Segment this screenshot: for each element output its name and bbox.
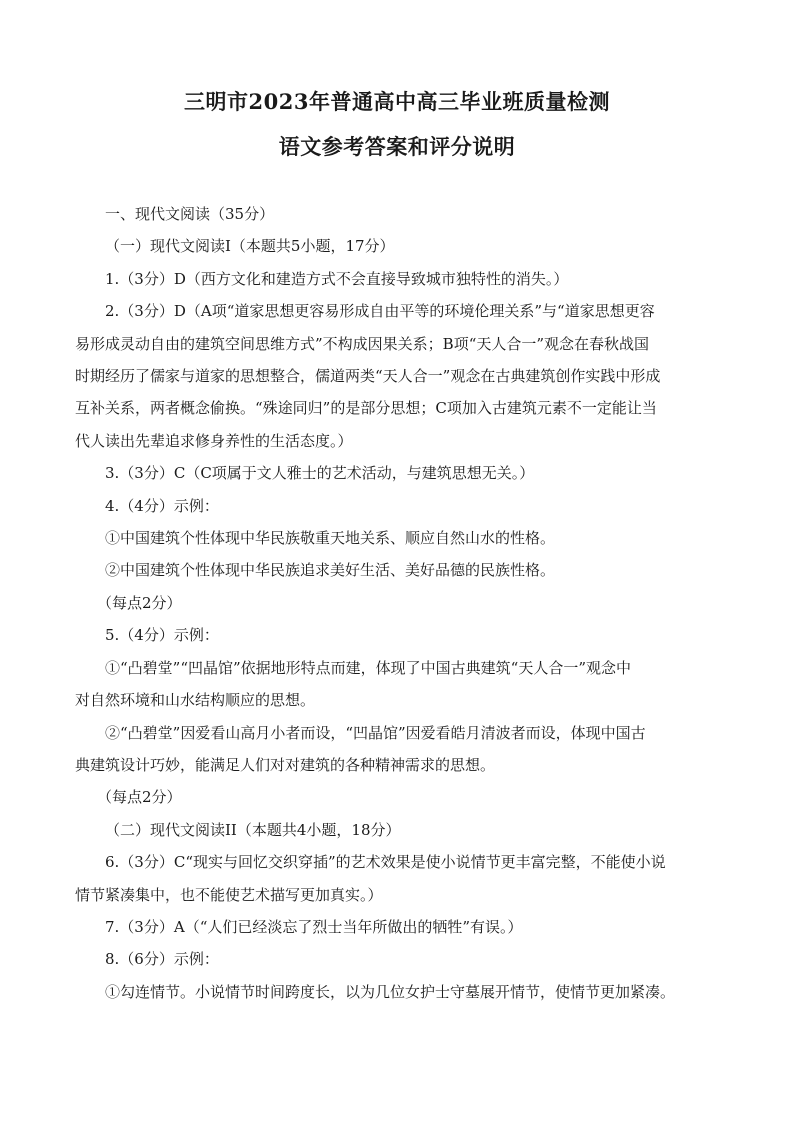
answer-line: ①勾连情节。小说情节时间跨度长，以为几位女护士守墓展开情节，使情节更加紧凑。 bbox=[105, 982, 676, 1001]
answer-line: 8.（6分）示例： bbox=[105, 950, 219, 969]
score-note: （每点2分） bbox=[97, 593, 182, 612]
answer-line: 5.（4分）示例： bbox=[105, 626, 219, 645]
answer-line: 典建筑设计巧妙，能满足人们对对建筑的各种精神需求的思想。 bbox=[75, 755, 496, 774]
section-heading: 一、现代文阅读（35分） bbox=[105, 205, 275, 223]
answer-line: 3.（3分）C（C项属于文人雅士的艺术活动，与建筑思想无关。） bbox=[105, 464, 535, 483]
answer-line: 对自然环境和山水结构顺应的思想。 bbox=[75, 691, 316, 710]
answer-line: 情节紧凑集中，也不能使艺术描写更加真实。） bbox=[75, 885, 383, 904]
document-subtitle: 语文参考答案和评分说明 bbox=[278, 134, 516, 159]
answer-body bbox=[75, 198, 727, 1008]
answer-line: ②“凸碧堂”因爱看山高月小者而设，“凹晶馆”因爱看皓月清波者而设，体现中国古 bbox=[105, 723, 646, 742]
answer-line: ②中国建筑个性体现中华民族追求美好生活、美好品德的民族性格。 bbox=[105, 561, 556, 580]
answer-line: 2.（3分）D（A项“道家思想更容易形成自由平等的环境伦理关系”与“道家思想更容 bbox=[105, 302, 655, 321]
answer-line: 7.（3分）A（“人们已经淡忘了烈士当年所做出的牺牲”有误。） bbox=[105, 917, 523, 936]
score-note: （每点2分） bbox=[97, 788, 182, 807]
answer-line: 4.（4分）示例： bbox=[105, 496, 219, 515]
answer-line: 时期经历了儒家与道家的思想整合，儒道两类“天人合一”观念在古典建筑创作实践中形成 bbox=[75, 367, 661, 386]
subsection-heading: （二）现代文阅读II（本题共4小题，18分） bbox=[105, 820, 401, 839]
answer-line: 代人读出先辈追求修身养性的生活态度。） bbox=[75, 431, 353, 450]
subsection-heading: （一）现代文阅读I（本题共5小题，17分） bbox=[105, 237, 395, 256]
document-title: 三明市2023年普通高中高三毕业班质量检测 bbox=[184, 89, 610, 114]
answer-line: 1.（3分）D（西方文化和建造方式不会直接导致城市独特性的消失。） bbox=[105, 269, 569, 288]
answer-line: 6.（3分）C“现实与回忆交织穿插”的艺术效果是使小说情节更丰富完整，不能使小说 bbox=[105, 853, 666, 872]
answer-line: 互补关系，两者概念偷换。“殊途同归”的是部分思想；C项加入古建筑元素不一定能让当 bbox=[75, 399, 657, 418]
answer-line: ①中国建筑个性体现中华民族敬重天地关系、顺应自然山水的性格。 bbox=[105, 529, 556, 548]
answer-line: ①“凸碧堂”“凹晶馆”依据地形特点而建，体现了中国古典建筑“天人合一”观念中 bbox=[105, 658, 632, 677]
answer-line: 易形成灵动自由的建筑空间思维方式”不构成因果关系；B项“天人合一”观念在春秋战国 bbox=[75, 334, 650, 353]
